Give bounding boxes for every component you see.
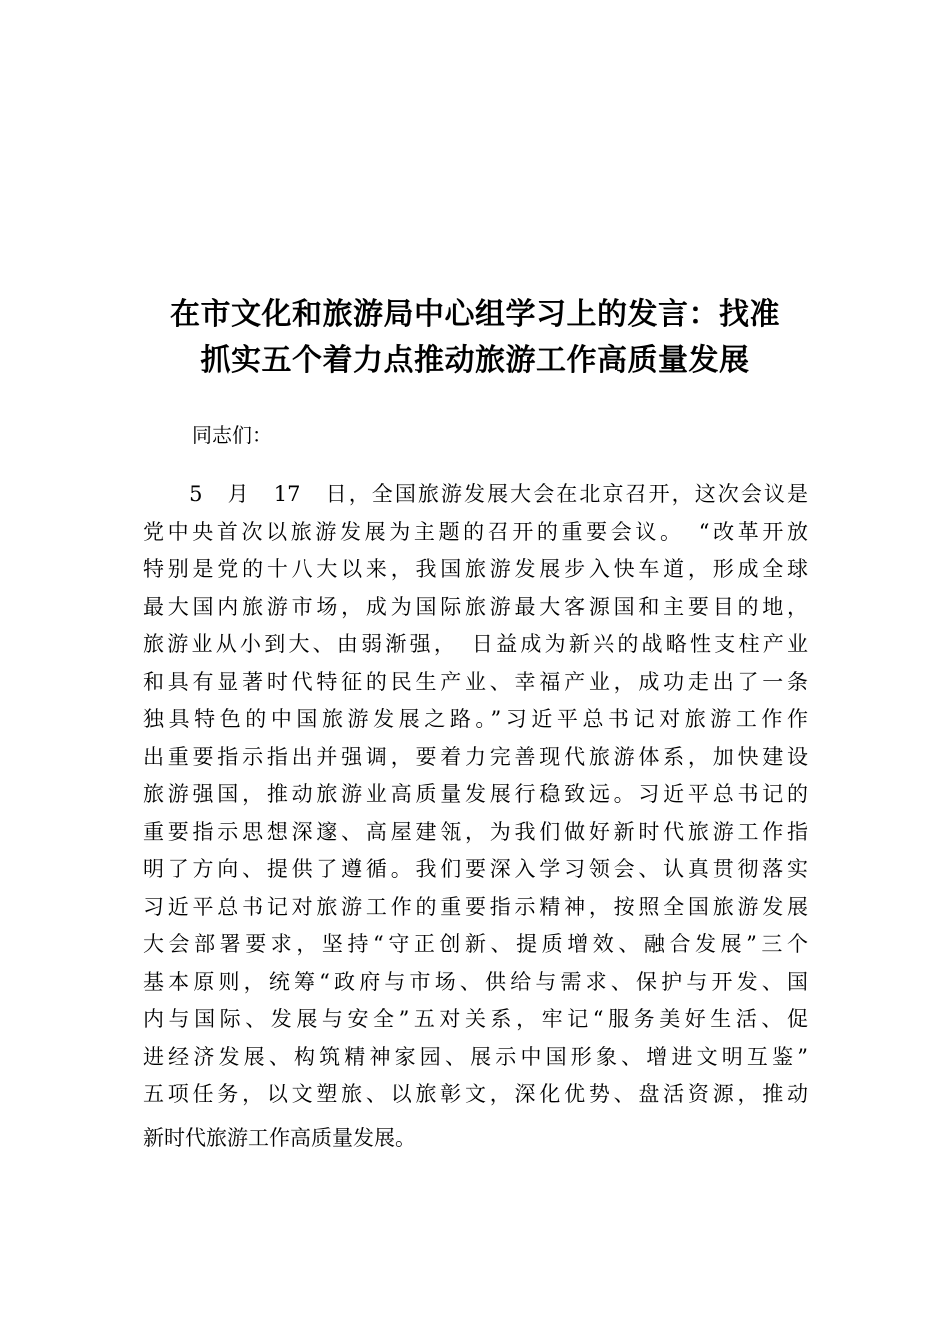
title-line-2: 抓实五个着力点推动旅游工作高质量发展 [200,343,750,378]
paragraph-line: 独具特色的中国旅游发展之路。”习近平总书记对旅游工作作 [143,707,808,731]
salutation: 同志们： [192,423,272,447]
paragraph-line: 旅游业从小到大、由弱渐强， 日益成为新兴的战略性支柱产业 [143,632,808,656]
paragraph-line: 出重要指示指出并强调，要着力完善现代旅游体系，加快建设 [143,744,808,769]
paragraph-line: 进经济发展、构筑精神家园、展示中国形象、增进文明互鉴” [143,1044,808,1069]
paragraph-line: 基本原则，统筹“政府与市场、供给与需求、保护与开发、国 [143,969,808,994]
paragraph-line: 最大国内旅游市场，成为国际旅游最大客源国和主要目的地， [143,594,808,619]
document-title [120,292,830,384]
title-line-1: 在市文化和旅游局中心组学习上的发言：找准 [170,297,780,332]
paragraph-line: 习近平总书记对旅游工作的重要指示精神，按照全国旅游发展 [143,894,808,919]
paragraph-line: 旅游强国，推动旅游业高质量发展行稳致远。习近平总书记的 [143,782,808,806]
paragraph-line: 特别是党的十八大以来，我国旅游发展步入快车道，形成全球 [143,557,808,581]
paragraph-line: 明了方向、提供了遵循。我们要深入学习领会、认真贯彻落实 [143,857,808,881]
paragraph-line: 新时代旅游工作高质量发展。 [143,1125,416,1150]
paragraph-line: 内与国际、发展与安全”五对关系，牢记“服务美好生活、促 [143,1007,808,1031]
paragraph-line: 重要指示思想深邃、高屋建瓴，为我们做好新时代旅游工作指 [143,819,808,844]
paragraph-line: 党中央首次以旅游发展为主题的召开的重要会议。 “改革开放 [143,519,808,544]
paragraph-line: 五项任务，以文塑旅、以旅彰文，深化优势、盘活资源，推动 [143,1082,808,1106]
paragraph-line: 大会部署要求，坚持“守正创新、提质增效、融合发展”三个 [143,932,808,956]
paragraph-line: 5 月 17 日，全国旅游发展大会在北京召开，这次会议是 [143,482,808,506]
body-paragraph [143,476,808,1157]
paragraph-line: 和具有显著时代特征的民生产业、幸福产业，成功走出了一条 [143,669,808,694]
